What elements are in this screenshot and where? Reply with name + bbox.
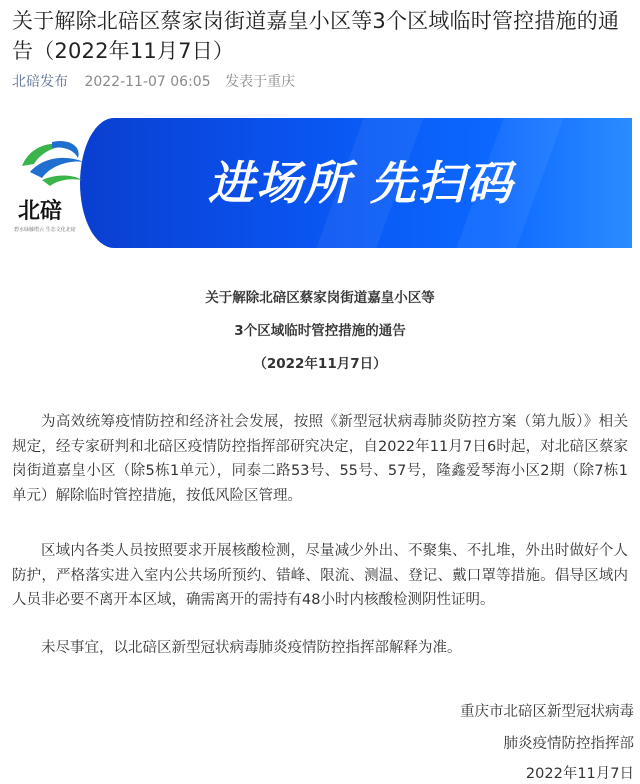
publish-location: 发表于重庆 bbox=[225, 74, 296, 90]
logo-text: 北碚 bbox=[18, 198, 63, 224]
signature-date: 2022年11月7日 bbox=[525, 766, 634, 782]
article-title: 关于解除北碚区蔡家岗街道嘉皇小区等3个区域临时管控措施的通告（2022年11月7日） bbox=[12, 9, 620, 63]
signature-line1: 重庆市北碚区新型冠状病毒 bbox=[460, 704, 634, 720]
notice-heading-date: （2022年11月7日） bbox=[253, 356, 387, 372]
banner-slogan: 进场所 先扫码 bbox=[208, 156, 515, 210]
beibei-logo-icon bbox=[12, 128, 96, 240]
notice-paragraph: 未尽事宜，以北碚区新型冠状病毒肺炎疫情防控指挥部解释为准。 bbox=[41, 640, 462, 656]
notice-heading-line1: 关于解除北碚区蔡家岗街道嘉皇小区等 bbox=[205, 290, 435, 306]
source-link[interactable]: 北碚发布 bbox=[12, 74, 68, 90]
publish-datetime: 2022-11-07 06:05 bbox=[84, 74, 211, 90]
notice-paragraph: 为高效统筹疫情防控和经济社会发展，按照《新型冠状病毒肺炎防控方案（第九版）》相关规定，经专家研判和北碚区疫情防控指挥部研究决定，自2022年11月7日6时起，对北碚区蔡家岗街道嘉皇小区（除5栋1单元），同泰二路53号、55号、57号，隆鑫爱琴海小区2期（除7栋1单元）解除临时管控措施，按低风险区管理。 bbox=[12, 414, 628, 504]
notice-paragraph: 区域内各类人员按照要求开展核酸检测，尽量减少外出、不聚集、不扎堆，外出时做好个人防护，严格落实进入室内公共场所预约、错峰、限流、测温、登记、戴口罩等措施。倡导区域内人员非必要不离开本区域，确需离开的需持有48小时内核酸检测阴性证明。 bbox=[12, 543, 628, 609]
logo-tagline: 碧水绿藤缙云 生态文化北碚 bbox=[14, 227, 76, 233]
article-meta bbox=[12, 72, 295, 92]
banner-image bbox=[12, 118, 632, 248]
notice-heading-line2: 3个区域临时管控措施的通告 bbox=[234, 323, 406, 339]
signature-line2: 肺炎疫情防控指挥部 bbox=[503, 736, 634, 752]
